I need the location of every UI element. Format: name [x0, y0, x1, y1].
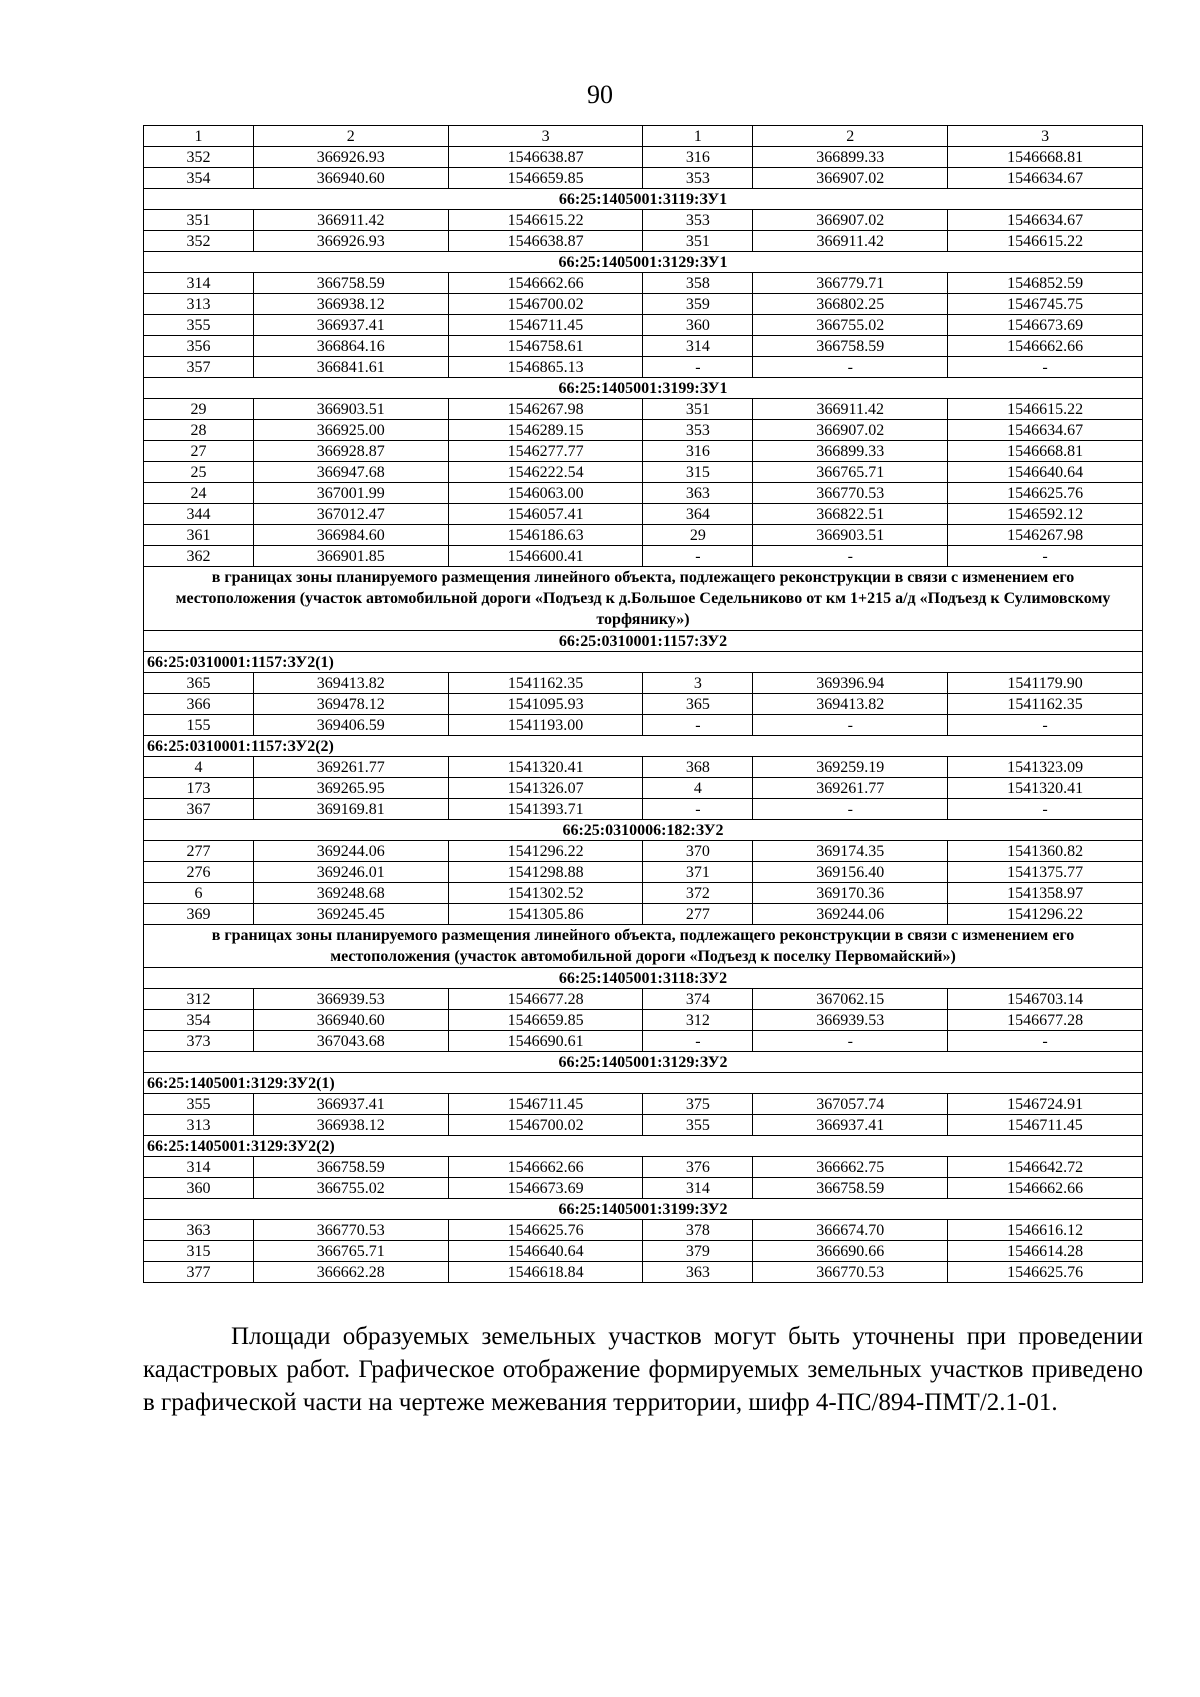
- table-cell: 374: [643, 989, 753, 1010]
- table-cell: 1546745.75: [948, 294, 1143, 315]
- table-row: [144, 462, 1143, 483]
- table-cell: 1546634.67: [948, 168, 1143, 189]
- table-row: [144, 1010, 1143, 1031]
- table-cell: 363: [144, 1220, 254, 1241]
- table-cell: 360: [144, 1178, 254, 1199]
- table-cell: -: [948, 799, 1143, 820]
- table-row: [144, 1094, 1143, 1115]
- zone-note: в границах зоны планируемого размещения линейного объекта, подлежащего реконструкции в связи с изменением его местоположения (участок автомобильной дороги «Подъезд к д.Большое Седельниково от км 1+215 а/д «Подъезд к Сулимовскому торфянику»): [144, 567, 1143, 631]
- table-cell: 4: [144, 757, 254, 778]
- table-cell: 1546711.45: [448, 315, 643, 336]
- table-cell: -: [753, 1031, 948, 1052]
- table-cell: 366758.59: [253, 1157, 448, 1178]
- table-cell: 1546865.13: [448, 357, 643, 378]
- table-cell: 367012.47: [253, 504, 448, 525]
- table-cell: 378: [643, 1220, 753, 1241]
- table-row: [144, 757, 1143, 778]
- table-cell: 1541375.77: [948, 862, 1143, 883]
- table-cell: 173: [144, 778, 254, 799]
- table-row: [144, 1220, 1143, 1241]
- table-row: [144, 294, 1143, 315]
- table-cell: 366938.12: [253, 294, 448, 315]
- table-cell: 1546186.63: [448, 525, 643, 546]
- table-cell: 1546267.98: [948, 525, 1143, 546]
- table-cell: -: [643, 357, 753, 378]
- table-cell: 363: [643, 1262, 753, 1283]
- table-cell: 369245.45: [253, 904, 448, 925]
- table-row: [144, 778, 1143, 799]
- zone-note-row: [144, 567, 1143, 631]
- table-cell: 366901.85: [253, 546, 448, 567]
- table-cell: 316: [643, 441, 753, 462]
- table-row: [144, 904, 1143, 925]
- table-cell: 366899.33: [753, 441, 948, 462]
- table-cell: 1546625.76: [948, 1262, 1143, 1283]
- table-cell: 1546222.54: [448, 462, 643, 483]
- table-cell: 369261.77: [253, 757, 448, 778]
- table-cell: 1546852.59: [948, 273, 1143, 294]
- table-cell: 369259.19: [753, 757, 948, 778]
- section-heading-row: [144, 252, 1143, 273]
- table-cell: 366758.59: [753, 1178, 948, 1199]
- table-cell: 366690.66: [753, 1241, 948, 1262]
- section-heading-row: [144, 968, 1143, 989]
- table-cell: 377: [144, 1262, 254, 1283]
- page-number: 90: [587, 80, 613, 109]
- table-cell: 1546673.69: [948, 315, 1143, 336]
- coordinates-table: [143, 125, 1143, 1283]
- table-cell: 366940.60: [253, 168, 448, 189]
- table-cell: 369156.40: [753, 862, 948, 883]
- table-cell: 361: [144, 525, 254, 546]
- table-cell: 1541305.86: [448, 904, 643, 925]
- table-cell: 4: [643, 778, 753, 799]
- table-cell: 1546615.22: [948, 231, 1143, 252]
- table-cell: 355: [144, 315, 254, 336]
- table-cell: 366765.71: [253, 1241, 448, 1262]
- table-cell: 366940.60: [253, 1010, 448, 1031]
- table-cell: 353: [643, 210, 753, 231]
- table-cell: 1546057.41: [448, 504, 643, 525]
- table-cell: 1546700.02: [448, 294, 643, 315]
- table-row: [144, 483, 1143, 504]
- table-cell: 366662.75: [753, 1157, 948, 1178]
- table-cell: 315: [643, 462, 753, 483]
- table-row: [144, 1115, 1143, 1136]
- table-cell: 1541193.00: [448, 715, 643, 736]
- table-cell: 1546662.66: [448, 273, 643, 294]
- table-row: [144, 841, 1143, 862]
- table-cell: 314: [643, 1178, 753, 1199]
- table-cell: 1541179.90: [948, 673, 1143, 694]
- table-cell: -: [753, 715, 948, 736]
- table-cell: 312: [643, 1010, 753, 1031]
- table-cell: 366939.53: [753, 1010, 948, 1031]
- table-cell: 367: [144, 799, 254, 820]
- table-cell: 1546289.15: [448, 420, 643, 441]
- table-cell: 351: [643, 231, 753, 252]
- table-cell: 359: [643, 294, 753, 315]
- table-cell: 369169.81: [253, 799, 448, 820]
- table-cell: 366911.42: [753, 231, 948, 252]
- table-cell: 368: [643, 757, 753, 778]
- table-cell: 1541360.82: [948, 841, 1143, 862]
- section-heading-row: [144, 378, 1143, 399]
- table-cell: 373: [144, 1031, 254, 1052]
- table-cell: 376: [643, 1157, 753, 1178]
- table-row: [144, 694, 1143, 715]
- table-cell: 1546668.81: [948, 441, 1143, 462]
- table-cell: 1546677.28: [948, 1010, 1143, 1031]
- parcel-part-heading: 66:25:1405001:3129:ЗУ2(2): [144, 1136, 1143, 1157]
- coordinates-table-body: [144, 126, 1143, 1283]
- table-cell: 366907.02: [753, 420, 948, 441]
- table-cell: 366903.51: [253, 399, 448, 420]
- parcel-part-heading: 66:25:1405001:3129:ЗУ2(1): [144, 1073, 1143, 1094]
- table-cell: 1546711.45: [948, 1115, 1143, 1136]
- subsection-heading-row: [144, 1136, 1143, 1157]
- table-cell: 365: [144, 673, 254, 694]
- table-row: [144, 168, 1143, 189]
- table-cell: 369248.68: [253, 883, 448, 904]
- table-cell: 1546615.22: [948, 399, 1143, 420]
- table-cell: -: [753, 799, 948, 820]
- table-cell: 1541296.22: [948, 904, 1143, 925]
- table-row: [144, 883, 1143, 904]
- table-cell: 314: [643, 336, 753, 357]
- table-cell: 372: [643, 883, 753, 904]
- table-cell: 366938.12: [253, 1115, 448, 1136]
- header-cell: 3: [948, 126, 1143, 147]
- table-cell: 1546703.14: [948, 989, 1143, 1010]
- table-cell: 366758.59: [253, 273, 448, 294]
- table-cell: 315: [144, 1241, 254, 1262]
- table-cell: 366802.25: [753, 294, 948, 315]
- table-cell: 1541320.41: [948, 778, 1143, 799]
- table-cell: 1546640.64: [948, 462, 1143, 483]
- table-cell: 1546677.28: [448, 989, 643, 1010]
- table-cell: 364: [643, 504, 753, 525]
- parcel-id-heading: 66:25:1405001:3199:ЗУ2: [144, 1199, 1143, 1220]
- table-cell: 369174.35: [753, 841, 948, 862]
- table-cell: 366907.02: [753, 168, 948, 189]
- table-row: [144, 147, 1143, 168]
- table-cell: 314: [144, 273, 254, 294]
- table-cell: 366937.41: [753, 1115, 948, 1136]
- table-cell: 1541095.93: [448, 694, 643, 715]
- table-cell: -: [948, 357, 1143, 378]
- table-cell: 369170.36: [753, 883, 948, 904]
- table-cell: 1541302.52: [448, 883, 643, 904]
- parcel-id-heading: 66:25:1405001:3119:ЗУ1: [144, 189, 1143, 210]
- table-cell: 1546615.22: [448, 210, 643, 231]
- table-cell: 375: [643, 1094, 753, 1115]
- table-cell: 366662.28: [253, 1262, 448, 1283]
- table-cell: -: [643, 1031, 753, 1052]
- table-cell: 1546662.66: [948, 336, 1143, 357]
- table-cell: 27: [144, 441, 254, 462]
- table-cell: 1546659.85: [448, 168, 643, 189]
- table-cell: 314: [144, 1157, 254, 1178]
- table-cell: 1541162.35: [948, 694, 1143, 715]
- table-cell: 1546642.72: [948, 1157, 1143, 1178]
- parcel-id-heading: 66:25:1405001:3118:ЗУ2: [144, 968, 1143, 989]
- table-cell: 1546638.87: [448, 231, 643, 252]
- table-row: [144, 357, 1143, 378]
- table-cell: 1546634.67: [948, 210, 1143, 231]
- table-cell: 370: [643, 841, 753, 862]
- table-row: [144, 862, 1143, 883]
- table-cell: 366758.59: [753, 336, 948, 357]
- table-cell: 1546277.77: [448, 441, 643, 462]
- table-cell: 366947.68: [253, 462, 448, 483]
- table-cell: 369244.06: [253, 841, 448, 862]
- table-cell: -: [948, 1031, 1143, 1052]
- table-cell: 1541393.71: [448, 799, 643, 820]
- table-cell: 1541296.22: [448, 841, 643, 862]
- table-cell: 1546659.85: [448, 1010, 643, 1031]
- table-cell: 353: [643, 420, 753, 441]
- table-cell: 316: [643, 147, 753, 168]
- table-row: [144, 336, 1143, 357]
- table-cell: 1546267.98: [448, 399, 643, 420]
- header-cell: 1: [144, 126, 254, 147]
- table-row: [144, 441, 1143, 462]
- table-cell: 1546638.87: [448, 147, 643, 168]
- table-cell: 369246.01: [253, 862, 448, 883]
- table-cell: 369406.59: [253, 715, 448, 736]
- table-cell: 367001.99: [253, 483, 448, 504]
- table-cell: 1546690.61: [448, 1031, 643, 1052]
- table-row: [144, 1157, 1143, 1178]
- table-row: [144, 1031, 1143, 1052]
- table-cell: 1546625.76: [448, 1220, 643, 1241]
- table-row: [144, 715, 1143, 736]
- table-cell: 351: [144, 210, 254, 231]
- parcel-id-heading: 66:25:1405001:3199:ЗУ1: [144, 378, 1143, 399]
- table-cell: 344: [144, 504, 254, 525]
- table-cell: 1546673.69: [448, 1178, 643, 1199]
- table-cell: 1546724.91: [948, 1094, 1143, 1115]
- header-cell: 2: [753, 126, 948, 147]
- table-row: [144, 525, 1143, 546]
- table-cell: 1546618.84: [448, 1262, 643, 1283]
- table-cell: 352: [144, 147, 254, 168]
- table-cell: 366925.00: [253, 420, 448, 441]
- table-cell: 3: [643, 673, 753, 694]
- table-cell: 367057.74: [753, 1094, 948, 1115]
- table-cell: -: [753, 357, 948, 378]
- table-cell: 1541323.09: [948, 757, 1143, 778]
- table-cell: 363: [643, 483, 753, 504]
- table-cell: 1546668.81: [948, 147, 1143, 168]
- parcel-id-heading: 66:25:1405001:3129:ЗУ1: [144, 252, 1143, 273]
- header-cell: 2: [253, 126, 448, 147]
- table-cell: 369478.12: [253, 694, 448, 715]
- table-cell: 369261.77: [753, 778, 948, 799]
- zone-note-row: [144, 925, 1143, 968]
- table-cell: 356: [144, 336, 254, 357]
- table-cell: 312: [144, 989, 254, 1010]
- table-cell: 366770.53: [753, 483, 948, 504]
- table-cell: 277: [144, 841, 254, 862]
- table-cell: 369396.94: [753, 673, 948, 694]
- table-row: [144, 399, 1143, 420]
- table-cell: 366903.51: [753, 525, 948, 546]
- table-row: [144, 315, 1143, 336]
- table-row: [144, 210, 1143, 231]
- table-cell: 1541326.07: [448, 778, 643, 799]
- table-cell: 366911.42: [253, 210, 448, 231]
- table-cell: 366770.53: [753, 1262, 948, 1283]
- table-cell: 366984.60: [253, 525, 448, 546]
- table-cell: 352: [144, 231, 254, 252]
- table-cell: 155: [144, 715, 254, 736]
- table-cell: 369265.95: [253, 778, 448, 799]
- table-cell: 366755.02: [253, 1178, 448, 1199]
- parcel-id-heading: 66:25:1405001:3129:ЗУ2: [144, 1052, 1143, 1073]
- table-cell: 366765.71: [753, 462, 948, 483]
- section-heading-row: [144, 1199, 1143, 1220]
- table-cell: 25: [144, 462, 254, 483]
- table-cell: 366755.02: [753, 315, 948, 336]
- table-cell: 366937.41: [253, 315, 448, 336]
- table-cell: 1546616.12: [948, 1220, 1143, 1241]
- subsection-heading-row: [144, 736, 1143, 757]
- table-cell: 371: [643, 862, 753, 883]
- table-cell: 354: [144, 168, 254, 189]
- table-cell: 1541320.41: [448, 757, 643, 778]
- table-row: [144, 673, 1143, 694]
- table-cell: -: [948, 546, 1143, 567]
- header-cell: 1: [643, 126, 753, 147]
- table-row: [144, 273, 1143, 294]
- section-heading-row: [144, 1052, 1143, 1073]
- table-cell: -: [753, 546, 948, 567]
- table-row: [144, 231, 1143, 252]
- table-cell: 369244.06: [753, 904, 948, 925]
- table-cell: 354: [144, 1010, 254, 1031]
- table-cell: -: [948, 715, 1143, 736]
- parcel-part-heading: 66:25:0310001:1157:ЗУ2(1): [144, 652, 1143, 673]
- table-cell: 362: [144, 546, 254, 567]
- table-cell: 313: [144, 294, 254, 315]
- table-cell: 366: [144, 694, 254, 715]
- table-cell: 1546600.41: [448, 546, 643, 567]
- table-cell: 357: [144, 357, 254, 378]
- table-row: [144, 504, 1143, 525]
- table-cell: 367062.15: [753, 989, 948, 1010]
- table-cell: 360: [643, 315, 753, 336]
- table-cell: 369: [144, 904, 254, 925]
- table-cell: 1546614.28: [948, 1241, 1143, 1262]
- table-row: [144, 989, 1143, 1010]
- table-cell: 1546063.00: [448, 483, 643, 504]
- table-cell: 366926.93: [253, 231, 448, 252]
- table-cell: 1546711.45: [448, 1094, 643, 1115]
- table-row: [144, 420, 1143, 441]
- table-cell: 366779.71: [753, 273, 948, 294]
- table-cell: 1541162.35: [448, 673, 643, 694]
- table-header-row: [144, 126, 1143, 147]
- table-cell: 1546758.61: [448, 336, 643, 357]
- table-cell: 24: [144, 483, 254, 504]
- table-cell: -: [643, 715, 753, 736]
- table-cell: 365: [643, 694, 753, 715]
- table-cell: 366822.51: [753, 504, 948, 525]
- table-cell: 1546640.64: [448, 1241, 643, 1262]
- table-cell: 351: [643, 399, 753, 420]
- table-cell: 369413.82: [253, 673, 448, 694]
- section-heading-row: [144, 820, 1143, 841]
- table-cell: 367043.68: [253, 1031, 448, 1052]
- table-cell: 366674.70: [753, 1220, 948, 1241]
- table-cell: 366928.87: [253, 441, 448, 462]
- section-heading-row: [144, 631, 1143, 652]
- table-cell: 366926.93: [253, 147, 448, 168]
- table-cell: 366907.02: [753, 210, 948, 231]
- table-row: [144, 546, 1143, 567]
- table-cell: 353: [643, 168, 753, 189]
- table-row: [144, 1241, 1143, 1262]
- table-row: [144, 799, 1143, 820]
- table-cell: 1541298.88: [448, 862, 643, 883]
- table-cell: 355: [144, 1094, 254, 1115]
- parcel-id-heading: 66:25:0310006:182:ЗУ2: [144, 820, 1143, 841]
- section-heading-row: [144, 189, 1143, 210]
- zone-note: в границах зоны планируемого размещения линейного объекта, подлежащего реконструкции в связи с изменением его местоположения (участок автомобильной дороги «Подъезд к поселку Первомайский»): [144, 925, 1143, 968]
- table-cell: 369413.82: [753, 694, 948, 715]
- table-cell: 366937.41: [253, 1094, 448, 1115]
- table-cell: 277: [643, 904, 753, 925]
- parcel-id-heading: 66:25:0310001:1157:ЗУ2: [144, 631, 1143, 652]
- table-cell: 355: [643, 1115, 753, 1136]
- table-cell: 276: [144, 862, 254, 883]
- subsection-heading-row: [144, 1073, 1143, 1094]
- table-cell: 366899.33: [753, 147, 948, 168]
- table-cell: 313: [144, 1115, 254, 1136]
- table-cell: 358: [643, 273, 753, 294]
- table-cell: 28: [144, 420, 254, 441]
- table-row: [144, 1178, 1143, 1199]
- table-row: [144, 1262, 1143, 1283]
- table-cell: 1546662.66: [948, 1178, 1143, 1199]
- table-cell: 29: [643, 525, 753, 546]
- table-cell: 366841.61: [253, 357, 448, 378]
- table-cell: 1546592.12: [948, 504, 1143, 525]
- table-cell: 366864.16: [253, 336, 448, 357]
- table-cell: 1546700.02: [448, 1115, 643, 1136]
- subsection-heading-row: [144, 652, 1143, 673]
- header-cell: 3: [448, 126, 643, 147]
- table-cell: 1541358.97: [948, 883, 1143, 904]
- table-cell: 1546625.76: [948, 483, 1143, 504]
- table-cell: 29: [144, 399, 254, 420]
- table-cell: 366911.42: [753, 399, 948, 420]
- parcel-part-heading: 66:25:0310001:1157:ЗУ2(2): [144, 736, 1143, 757]
- table-cell: 6: [144, 883, 254, 904]
- table-cell: 366939.53: [253, 989, 448, 1010]
- table-cell: -: [643, 799, 753, 820]
- table-cell: 1546662.66: [448, 1157, 643, 1178]
- table-cell: 379: [643, 1241, 753, 1262]
- body-paragraph: Площади образуемых земельных участков могут быть уточнены при проведении кадастровых работ. Графическое отображение формируемых земельных участков приведено в графической части на чертеже межевания территории, шифр 4-ПС/894-ПМТ/2.1-01.: [143, 1323, 1143, 1416]
- table-cell: 366770.53: [253, 1220, 448, 1241]
- table-cell: -: [643, 546, 753, 567]
- table-cell: 1546634.67: [948, 420, 1143, 441]
